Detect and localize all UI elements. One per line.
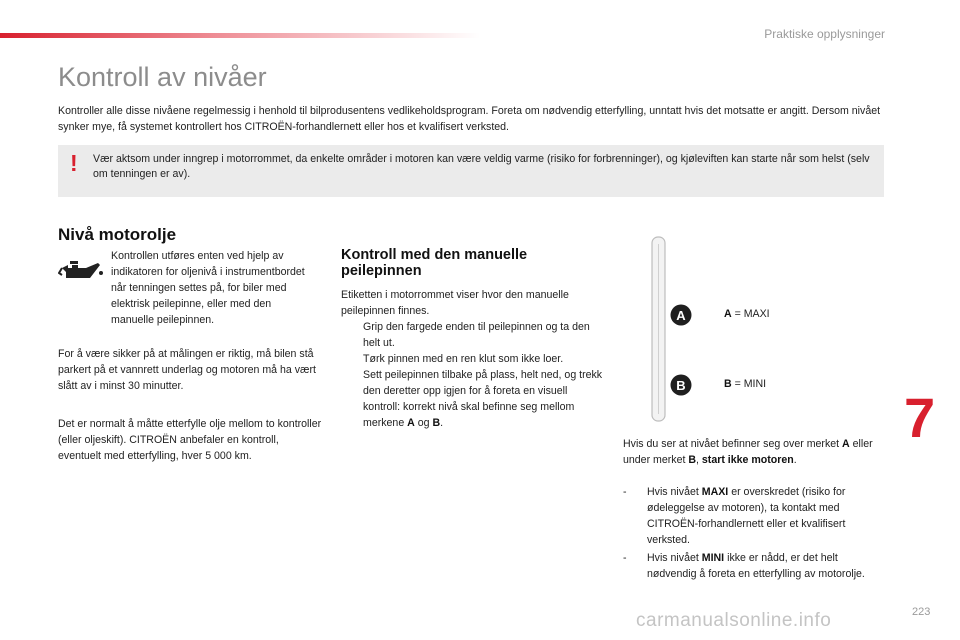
result-list bbox=[623, 484, 885, 584]
header-accent-bar bbox=[0, 33, 480, 38]
chapter-number: 7 bbox=[904, 386, 936, 449]
section-label: Praktiske opplysninger bbox=[764, 27, 885, 41]
intro-paragraph: Kontroller alle disse nivåene regelmessig i henhold til bilprodusentens vedlikeholdsprogram. Foreta om nødvendig etterfylling, unntatt hvis det motsatte er angitt. Dersom nivået synker mye, få systemet kontrollert hos CITROËN-forhandlernett eller hos et kvalifisert verksted. bbox=[58, 105, 881, 133]
dash-marker: - bbox=[623, 552, 627, 564]
label-a: A = MAXI bbox=[724, 308, 770, 320]
warning-text: Vær aktsom under inngrep i motorrommet, da enkelte områder i motoren kan være veldig varme (risiko for forbrenninger), og kjøleviften kan starte når som helst (selv om tenningen er av). bbox=[93, 153, 870, 180]
list-item: - Hvis nivået MAXI er overskredet (risiko for ødeleggelse av motoren), ta kontakt med CITROËN-forhandlernett eller et kvalifisert verksted. bbox=[623, 486, 846, 546]
list-item: Sett peilepinnen tilbake på plass, helt ned, og trekk den deretter opp igjen for å foreta en visuell kontroll: korrekt nivå skal befinne seg mellom merkene A og B. bbox=[363, 369, 603, 429]
dipstick-steps bbox=[341, 319, 603, 431]
dipstick-heading: Kontroll med den manuelle peilepinnen bbox=[341, 247, 528, 279]
label-b: B = MINI bbox=[724, 378, 767, 390]
oil-paragraph-1: For å være sikker på at målingen er riktig, må bilen stå parkert på et vannrett underlag og motoren må ha vært slått av i minst 30 minutter. bbox=[58, 348, 316, 392]
dipstick-intro: Etiketten i motorrommet viser hvor den manuelle peilepinnen finnes. bbox=[341, 289, 569, 317]
list-item: Tørk pinnen med en ren klut som ikke loer. bbox=[363, 353, 564, 365]
mark-b-letter: B bbox=[676, 378, 686, 393]
warning-icon: ! bbox=[70, 150, 78, 176]
list-item: Grip den fargede enden til peilepinnen og ta den helt ut. bbox=[363, 321, 590, 349]
mark-b-icon bbox=[670, 374, 692, 396]
oil-icon-text: Kontrollen utføres enten ved hjelp av indikatoren for oljenivå i instrumentbordet når tenningen settes på, for biler med elektrisk peilepinne, eller med den manuelle peilepinnen. bbox=[111, 250, 305, 326]
page-title: Kontroll av nivåer bbox=[58, 62, 267, 92]
result-paragraph: Hvis du ser at nivået befinner seg over merket A eller under merket B, start ikke motoren. bbox=[623, 438, 873, 466]
page-number: 223 bbox=[912, 606, 931, 618]
oil-level-heading: Nivå motorolje bbox=[58, 225, 177, 244]
oil-can-icon bbox=[58, 258, 104, 292]
list-item: - Hvis nivået MINI ikke er nådd, er det helt nødvendig å foreta en etterfylling av motorolje. bbox=[623, 552, 865, 580]
mark-a-icon bbox=[670, 304, 692, 326]
mark-a-letter: A bbox=[676, 308, 686, 323]
oil-paragraph-2: Det er normalt å måtte etterfylle olje mellom to kontroller (eller oljeskift). CITROËN anbefaler en kontroll, eventuelt med etterfylling, hver 5 000 km. bbox=[58, 418, 322, 462]
dash-marker: - bbox=[623, 486, 627, 498]
dipstick-illustration bbox=[651, 236, 666, 422]
watermark: carmanualsonline.info bbox=[636, 610, 832, 631]
